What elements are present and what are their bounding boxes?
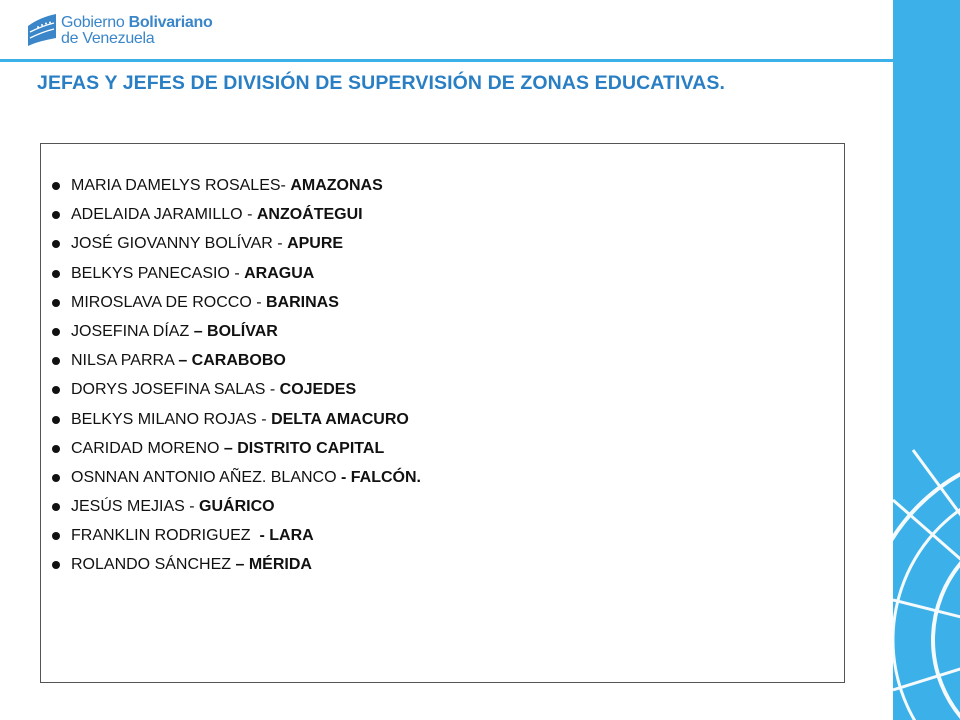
list-item xyxy=(52,469,421,498)
supervisor-name: MIROSLAVA DE ROCCO - xyxy=(71,293,266,311)
supervisor-name: BELKYS MILANO ROJAS - xyxy=(71,410,272,428)
state-name: - LARA xyxy=(255,527,314,545)
bullet-icon xyxy=(52,416,60,424)
list-item xyxy=(52,440,421,469)
supervisor-name: BELKYS PANECASIO - xyxy=(71,264,245,282)
list-item-text xyxy=(71,206,363,224)
list-item xyxy=(52,498,421,527)
list-item xyxy=(52,265,421,294)
state-name: - FALCÓN. xyxy=(340,468,421,486)
list-item xyxy=(52,556,421,585)
bullet-icon xyxy=(52,270,60,278)
list-item-text xyxy=(71,381,356,399)
list-item-text xyxy=(71,265,314,283)
supervisor-name: NILSA PARRA xyxy=(71,352,179,370)
bullet-icon xyxy=(52,386,60,394)
list-item xyxy=(52,352,421,381)
state-name: GUÁRICO xyxy=(199,498,275,516)
bullet-icon xyxy=(52,357,60,365)
page-title: JEFAS Y JEFES DE DIVISIÓN DE SUPERVISIÓN DE ZONAS EDUCATIVAS. xyxy=(37,72,726,94)
bullet-icon xyxy=(52,561,60,569)
header-rule xyxy=(0,59,893,62)
logo-line1-bold: Bolivariano xyxy=(128,14,213,31)
supervisor-name: DORYS JOSEFINA SALAS - xyxy=(71,381,280,399)
list-item-text xyxy=(71,235,343,253)
supervisor-name: ADELAIDA JARAMILLO - xyxy=(71,206,257,224)
state-name: AMAZONAS xyxy=(290,177,383,194)
bullet-icon xyxy=(52,474,60,482)
list-item-text xyxy=(71,440,384,458)
supervisor-name: CARIDAD MORENO xyxy=(71,439,224,457)
list-item-text xyxy=(71,294,339,312)
list-item xyxy=(52,177,421,206)
list-item xyxy=(52,527,421,556)
list-item xyxy=(52,206,421,235)
government-logo xyxy=(26,12,226,52)
state-name: – DISTRITO CAPITAL xyxy=(223,439,385,457)
list-item-text xyxy=(71,323,278,341)
bullet-icon xyxy=(52,299,60,307)
bullet-icon xyxy=(52,445,60,453)
list-item xyxy=(52,323,421,352)
logo-text xyxy=(61,15,212,47)
supervisor-name: ROLANDO SÁNCHEZ xyxy=(71,556,236,574)
list-item xyxy=(52,411,421,440)
list-item-text xyxy=(71,411,409,429)
list-item-text xyxy=(71,352,286,370)
state-name: COJEDES xyxy=(279,381,357,399)
state-name: – CARABOBO xyxy=(178,352,286,370)
bullet-icon xyxy=(52,503,60,511)
list-item xyxy=(52,381,421,410)
circle-pattern-decor xyxy=(893,0,960,720)
state-name: ANZOÁTEGUI xyxy=(256,206,363,224)
state-name: – MÉRIDA xyxy=(235,556,312,574)
supervisor-name: JESÚS MEJIAS - xyxy=(71,498,200,516)
bullet-icon xyxy=(52,532,60,540)
bullet-icon xyxy=(52,240,60,248)
list-item-text xyxy=(71,469,421,487)
side-decor-panel xyxy=(893,0,960,720)
list-item-text xyxy=(71,556,312,574)
bullet-icon xyxy=(52,211,60,219)
supervisor-name: JOSÉ GIOVANNY BOLÍVAR - xyxy=(71,235,288,253)
list-item-text xyxy=(71,498,275,516)
state-name: BARINAS xyxy=(266,293,339,311)
bullet-icon xyxy=(52,182,60,190)
supervisor-list xyxy=(52,177,421,586)
state-name: APURE xyxy=(287,235,344,253)
supervisor-name: JOSEFINA DÍAZ xyxy=(71,322,194,340)
logo-line1-regular: Gobierno xyxy=(61,14,129,31)
state-name: – BOLÍVAR xyxy=(193,322,278,340)
supervisor-name: MARIA DAMELYS ROSALES- xyxy=(71,177,291,194)
venezuela-flag-icon xyxy=(26,12,58,48)
logo-line2: de Venezuela xyxy=(61,30,155,47)
content-box xyxy=(40,143,845,683)
list-item-text xyxy=(71,177,383,195)
list-item xyxy=(52,294,421,323)
bullet-icon xyxy=(52,328,60,336)
supervisor-name: OSNNAN ANTONIO AÑEZ. BLANCO xyxy=(71,468,341,486)
supervisor-name: FRANKLIN RODRIGUEZ xyxy=(71,527,256,545)
state-name: ARAGUA xyxy=(244,264,315,282)
state-name: DELTA AMACURO xyxy=(271,410,409,428)
list-item xyxy=(52,235,421,264)
list-item-text xyxy=(71,527,314,545)
